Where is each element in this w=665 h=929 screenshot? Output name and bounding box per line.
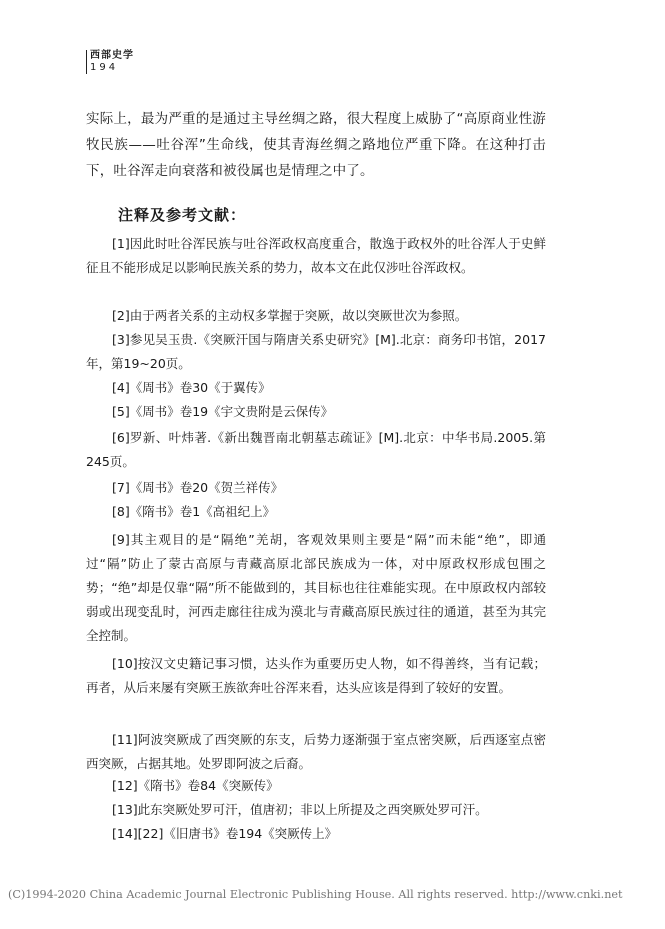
running-header xyxy=(86,50,134,74)
note-7: [7]《周书》卷20《贺兰祥传》 xyxy=(112,480,284,495)
note-3: [3]参见吴玉贵.《突厥汗国与隋唐关系史研究》[M].北京：商务印书馆，2017年，第19~20页。 xyxy=(86,332,546,371)
note-10: [10]按汉文史籍记事习惯，达头作为重要历史人物，如不得善终，当有记载；再者，从后来屡有突厥王族欲奔吐谷浑来看，达头应该是得到了较好的安置。 xyxy=(86,656,546,695)
note-12: [12]《隋书》卷84《突厥传》 xyxy=(112,778,279,793)
note-11: [11]阿波突厥成了西突厥的东支，后势力逐渐强于室点密突厥，后西逐室点密西突厥，占据其地。处罗即阿波之后裔。 xyxy=(86,732,546,771)
note-5: [5]《周书》卷19《宇文贵附是云保传》 xyxy=(112,404,334,419)
notes-title: 注释及参考文献： xyxy=(118,206,247,224)
note-2: [2]由于两者关系的主动权多掌握于突厥，故以突厥世次为参照。 xyxy=(112,308,468,323)
note-13: [13]此东突厥处罗可汗，值唐初；非以上所提及之西突厥处罗可汗。 xyxy=(112,802,488,817)
note-14: [14][22]《旧唐书》卷194《突厥传上》 xyxy=(112,826,338,841)
body-paragraph: 实际上，最为严重的是通过主导丝绸之路，很大程度上威胁了“高原商业性游牧民族——吐谷浑”生命线，使其青海丝绸之路地位严重下降。在这种打击下，吐谷浑走向衰落和被役属也是情理之中了。 xyxy=(86,111,546,179)
note-6: [6]罗新、叶炜著.《新出魏晋南北朝墓志疏证》[M].北京：中华书局.2005.第245页。 xyxy=(86,430,546,469)
copyright-footer: (C)1994-2020 China Academic Journal Electronic Publishing House. All rights reserved. http://www.cnki.net xyxy=(8,888,623,901)
page-number: 194 xyxy=(90,62,119,73)
journal-name: 西部史学 xyxy=(90,50,134,61)
note-9: [9]其主观目的是“隔绝”羌胡，客观效果则主要是“隔”而未能“绝”，即通过“隔”防止了蒙古高原与青藏高原北部民族成为一体，对中原政权形成包围之势；“绝”却是仅靠“隔”所不能做到的，其目标也往往难能实现。在中原政权内部较弱或出现变乱时，河西走廊往往成为漠北与青藏高原民族过往的通道，甚至为其完全控制。 xyxy=(86,532,546,643)
note-1: [1]因此时吐谷浑民族与吐谷浑政权高度重合，散逸于政权外的吐谷浑人于史鲜征且不能形成足以影响民族关系的势力，故本文在此仅涉吐谷浑政权。 xyxy=(86,236,546,275)
note-8: [8]《隋书》卷1《高祖纪上》 xyxy=(112,504,276,519)
note-4: [4]《周书》卷30《于翼传》 xyxy=(112,380,271,395)
